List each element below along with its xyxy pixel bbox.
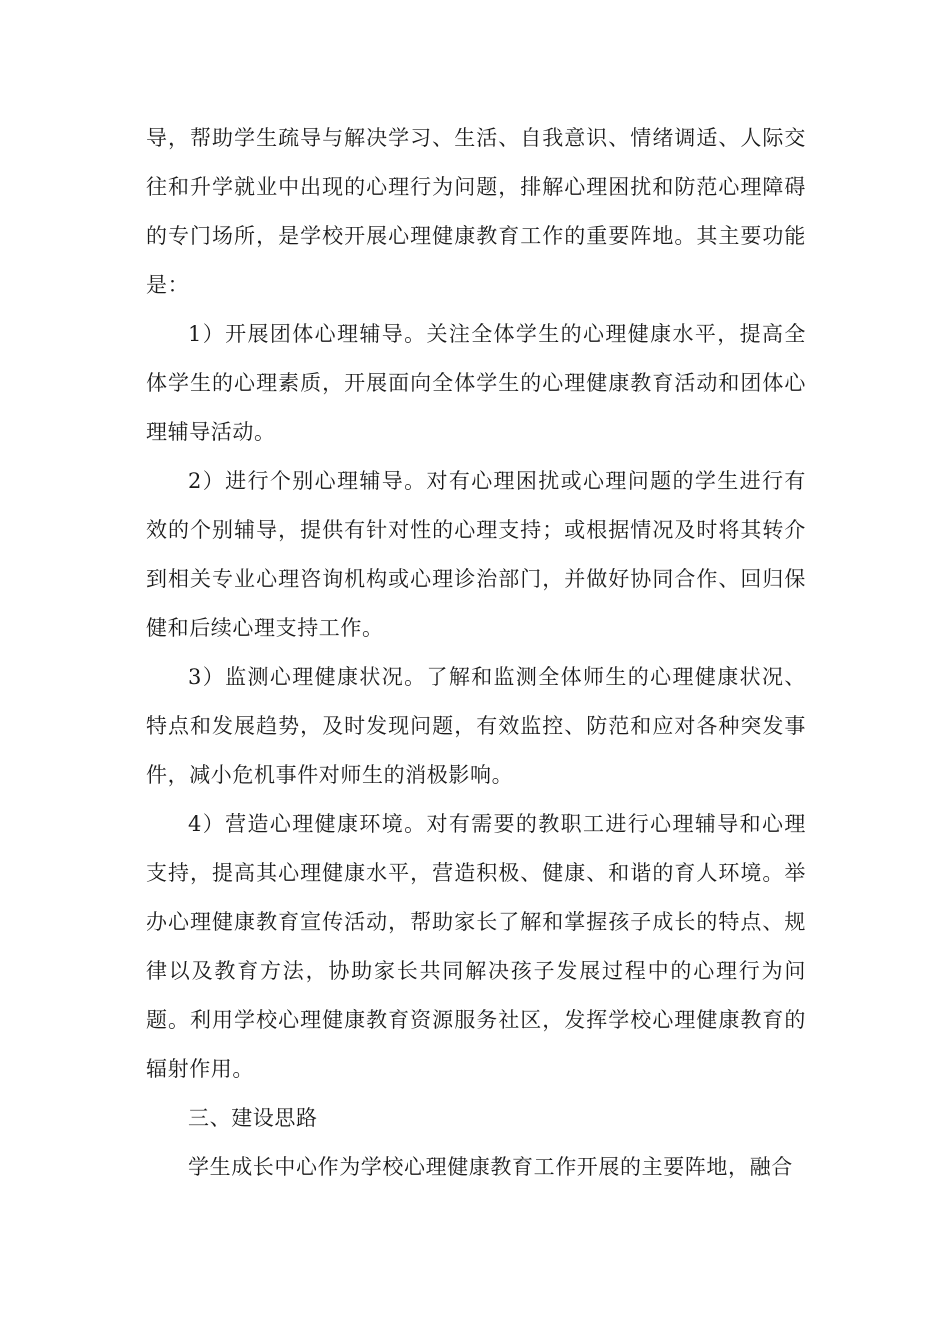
- document-body: [146, 114, 806, 1192]
- paragraph-function-1: 1）开展团体心理辅导。关注全体学生的心理健康水平，提高全体学生的心理素质，开展面向全体学生的心理健康教育活动和团体心理辅导活动。: [146, 322, 806, 444]
- paragraph-function-2: 2）进行个别心理辅导。对有心理困扰或心理问题的学生进行有效的个别辅导，提供有针对性的心理支持；或根据情况及时将其转介到相关专业心理咨询机构或心理诊治部门，并做好协同合作、回归保健和后续心理支持工作。: [146, 469, 806, 640]
- paragraph-intro-continuation: 导，帮助学生疏导与解决学习、生活、自我意识、情绪调适、人际交往和升学就业中出现的心理行为问题，排解心理困扰和防范心理障碍的专门场所，是学校开展心理健康教育工作的重要阵地。其主要功能是：: [146, 126, 806, 297]
- paragraph-construction-ideas: 学生成长中心作为学校心理健康教育工作开展的主要阵地，融合: [188, 1155, 793, 1179]
- section-heading-construction-ideas: 三、建设思路: [188, 1106, 318, 1130]
- paragraph-function-3: 3）监测心理健康状况。了解和监测全体师生的心理健康状况、特点和发展趋势，及时发现问题，有效监控、防范和应对各种突发事件，减小危机事件对师生的消极影响。: [146, 665, 806, 787]
- paragraph-function-4: 4）营造心理健康环境。对有需要的教职工进行心理辅导和心理支持，提高其心理健康水平，营造积极、健康、和谐的育人环境。举办心理健康教育宣传活动，帮助家长了解和掌握孩子成长的特点、规律以及教育方法，协助家长共同解决孩子发展过程中的心理行为问题。利用学校心理健康教育资源服务社区，发挥学校心理健康教育的辐射作用。: [146, 812, 806, 1081]
